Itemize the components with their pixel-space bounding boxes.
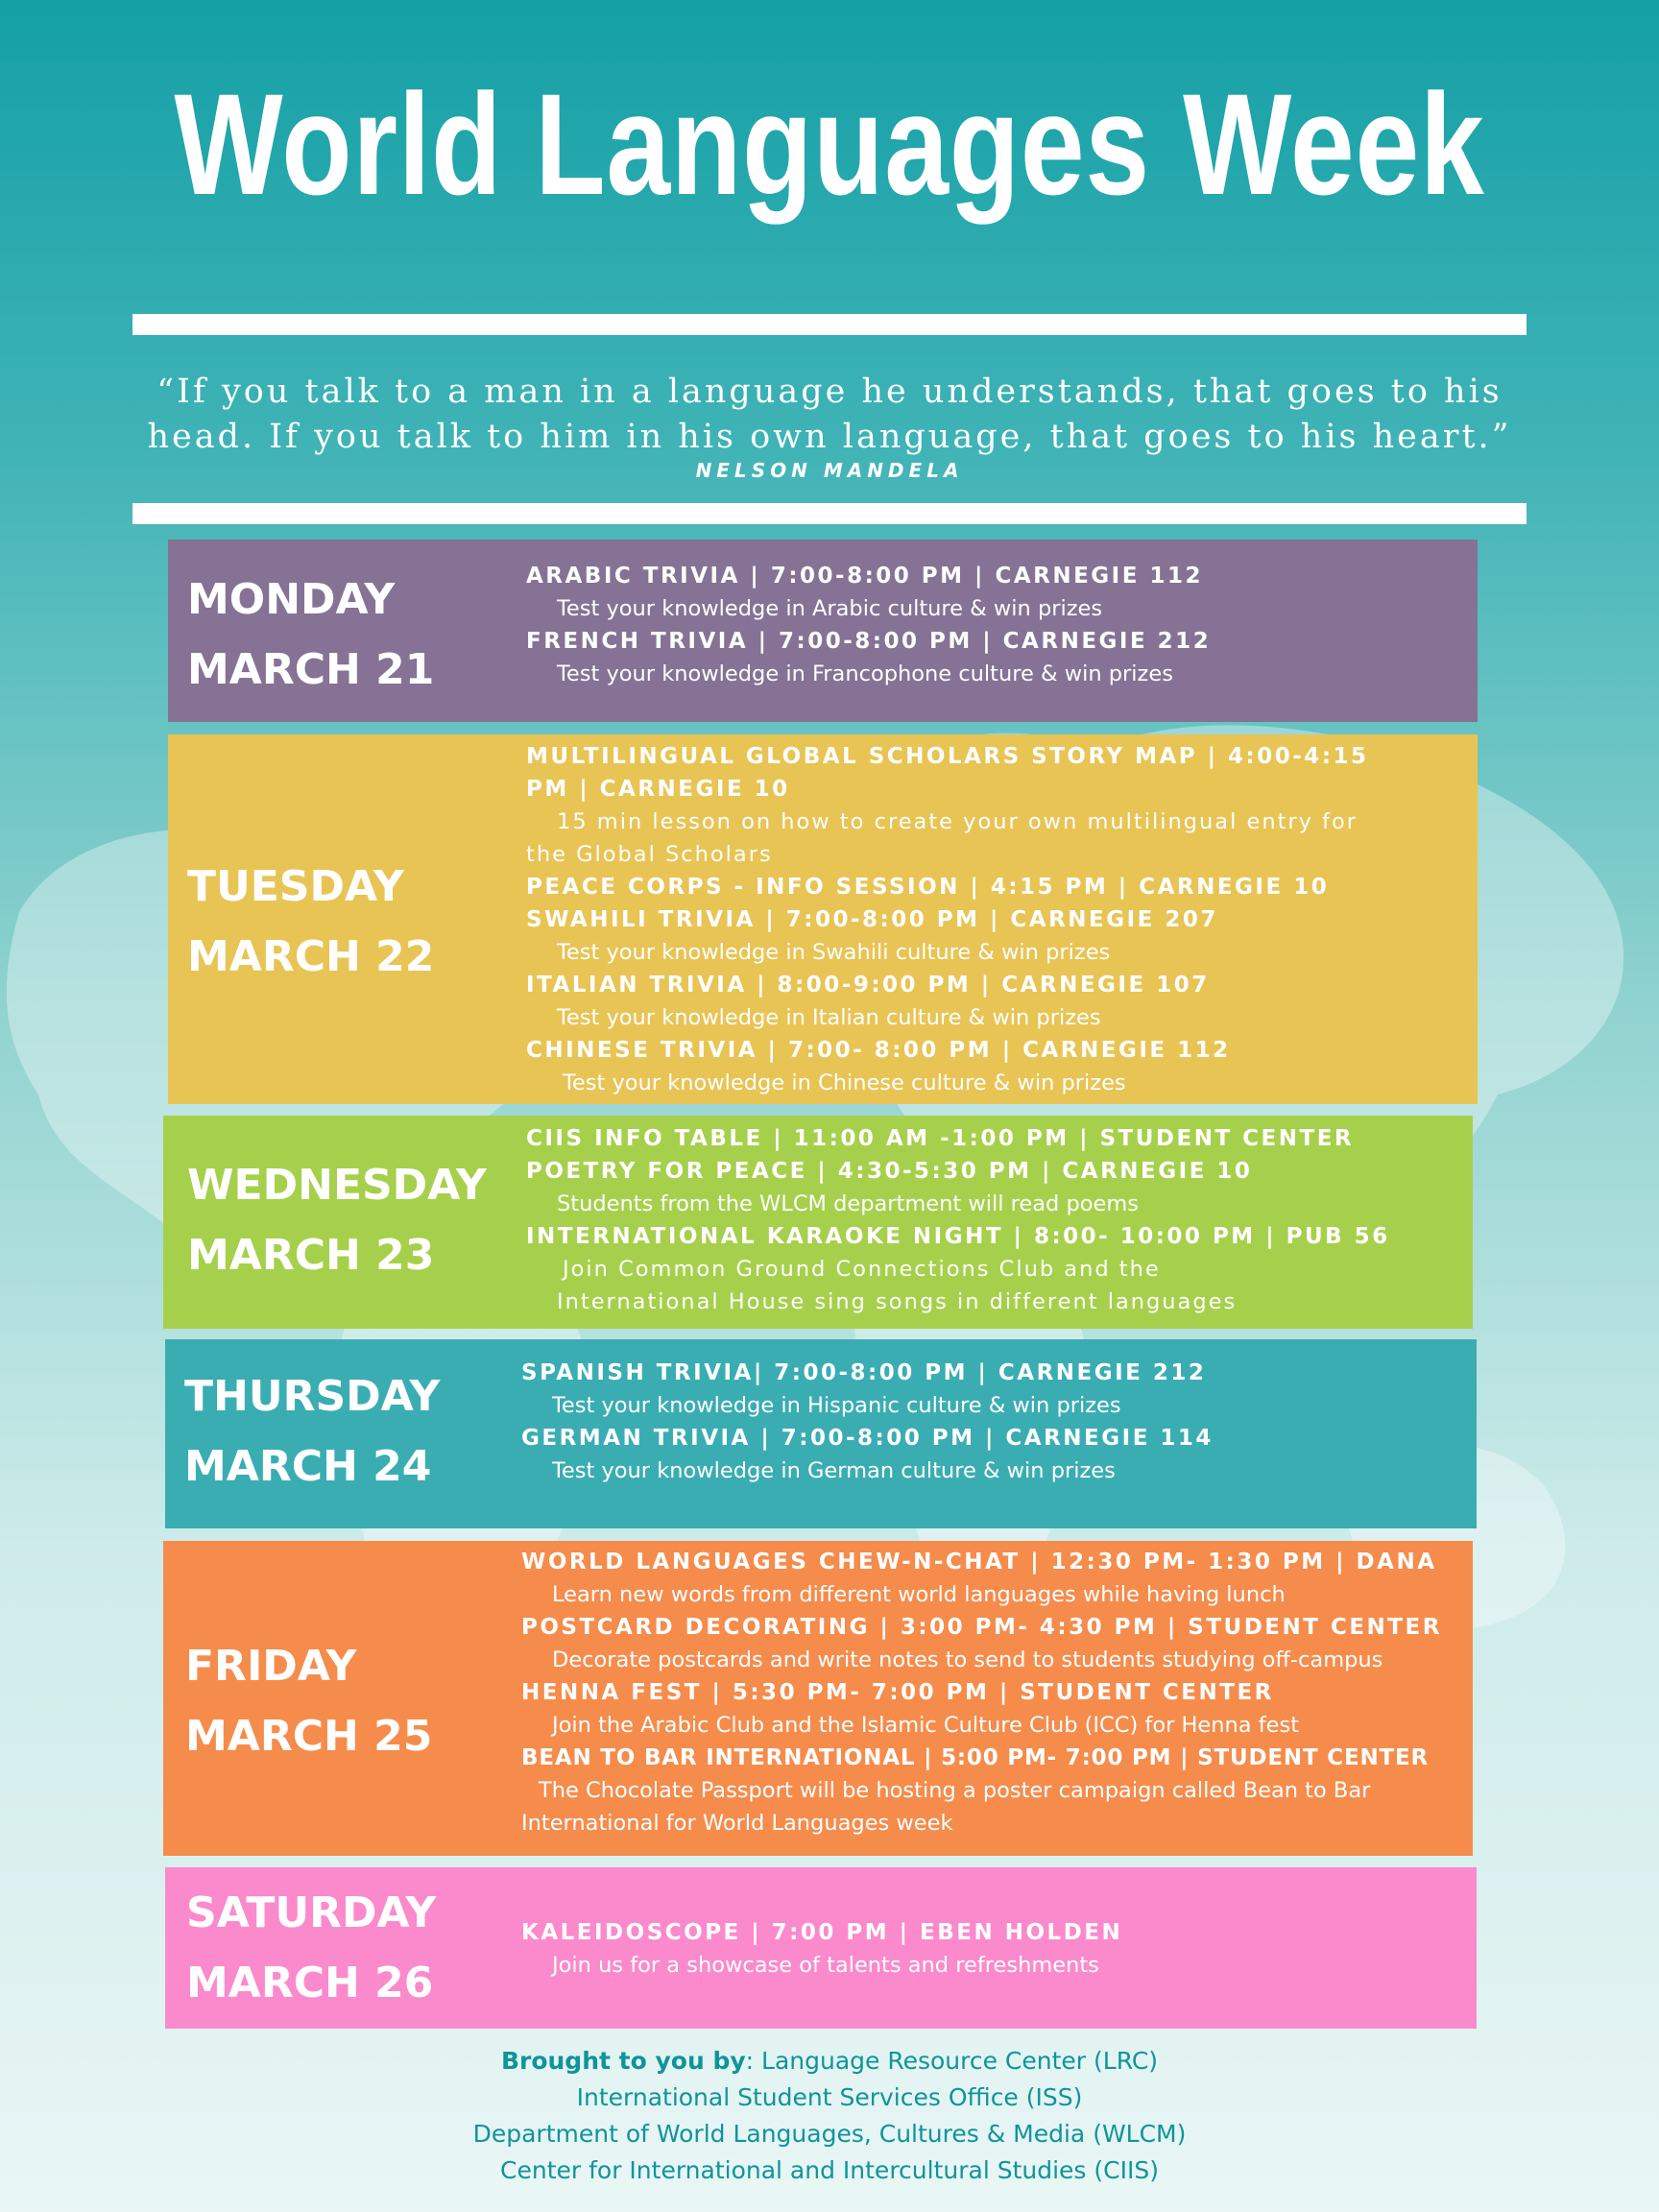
event-description: Decorate postcards and write notes to send to students studying off-campus <box>552 1647 1383 1672</box>
day-date: MARCH 23 <box>187 1231 435 1280</box>
quote-line-2: head. If you talk to him in his own language, that goes to his heart.” <box>147 418 1512 456</box>
event-title: MULTILINGUAL GLOBAL SCHOLARS STORY MAP | 4:00-4:15 <box>526 744 1369 769</box>
event-description: Join the Arabic Club and the Islamic Culture Club (ICC) for Henna fest <box>552 1713 1300 1738</box>
day-date: MARCH 24 <box>184 1442 432 1491</box>
event-description: International for World Languages week <box>521 1811 953 1836</box>
day-name: THURSDAY <box>184 1372 441 1421</box>
footer-label: Brought to you by <box>500 2047 746 2075</box>
event-description: the Global Scholars <box>526 842 773 867</box>
day-block-friday <box>163 1541 1473 1856</box>
event-list <box>521 1357 1214 1487</box>
day-name: WEDNESDAY <box>187 1161 487 1210</box>
event-title: POSTCARD DECORATING | 3:00 PM- 4:30 PM | STUDENT CENTER <box>521 1615 1442 1640</box>
event-title-continued: PM | CARNEGIE 10 <box>526 777 790 802</box>
day-date: MARCH 26 <box>186 1959 434 2008</box>
day-name: FRIDAY <box>185 1642 357 1691</box>
day-block-thursday <box>165 1339 1477 1528</box>
event-title: CHINESE TRIVIA | 7:00- 8:00 PM | CARNEGIE 112 <box>526 1038 1231 1063</box>
event-description: Join Common Ground Connections Club and the <box>563 1257 1161 1282</box>
event-title: WORLD LANGUAGES CHEW-N-CHAT | 12:30 PM- 1:30 PM | DANA <box>521 1550 1437 1575</box>
footer-sponsor-ciis: Center for International and Intercultural Studies (CIIS) <box>500 2156 1159 2184</box>
event-title: GERMAN TRIVIA | 7:00-8:00 PM | CARNEGIE 114 <box>521 1426 1214 1451</box>
event-description: Test your knowledge in Chinese culture & win prizes <box>563 1070 1126 1095</box>
bottom-divider <box>132 503 1527 524</box>
event-description: Test your knowledge in Arabic culture & win prizes <box>557 596 1103 621</box>
event-list <box>521 1546 1442 1839</box>
event-description: Test your knowledge in German culture & win prizes <box>552 1458 1116 1483</box>
day-block-saturday <box>165 1867 1477 2029</box>
top-divider <box>132 314 1527 335</box>
event-title: BEAN TO BAR INTERNATIONAL | 5:00 PM- 7:00 PM | STUDENT CENTER <box>521 1745 1430 1770</box>
event-description: 15 min lesson on how to create your own multilingual entry for <box>557 809 1358 834</box>
event-title: CIIS INFO TABLE | 11:00 AM -1:00 PM | STUDENT CENTER <box>526 1126 1355 1151</box>
poster-title: World Languages Week <box>174 63 1485 225</box>
event-title: ARABIC TRIVIA | 7:00-8:00 PM | CARNEGIE 112 <box>526 564 1203 589</box>
event-list <box>526 1122 1390 1318</box>
day-date: MARCH 21 <box>187 645 435 694</box>
day-block-wednesday <box>163 1116 1473 1329</box>
sponsors-footer <box>0 2043 1659 2189</box>
event-title: KALEIDOSCOPE | 7:00 PM | EBEN HOLDEN <box>521 1920 1123 1945</box>
event-description: International House sing songs in different languages <box>557 1289 1238 1314</box>
event-title: FRENCH TRIVIA | 7:00-8:00 PM | CARNEGIE 212 <box>526 629 1212 654</box>
footer-sponsor-iss: International Student Services Office (ISS) <box>576 2083 1083 2111</box>
event-description: The Chocolate Passport will be hosting a poster campaign called Bean to Bar <box>539 1778 1371 1803</box>
footer-sponsor-lrc: : Language Resource Center (LRC) <box>745 2047 1159 2075</box>
day-name: TUESDAY <box>187 862 404 911</box>
event-title: SPANISH TRIVIA| 7:00-8:00 PM | CARNEGIE 212 <box>521 1360 1207 1385</box>
event-title: HENNA FEST | 5:30 PM- 7:00 PM | STUDENT CENTER <box>521 1680 1274 1705</box>
day-block-monday <box>168 540 1478 722</box>
event-title: ITALIAN TRIVIA | 8:00-9:00 PM | CARNEGIE 107 <box>526 973 1210 998</box>
event-description: Test your knowledge in Italian culture & win prizes <box>557 1005 1101 1030</box>
day-date: MARCH 22 <box>187 932 435 981</box>
mandela-quote <box>115 370 1544 460</box>
event-description: Test your knowledge in Hispanic culture & win prizes <box>552 1393 1121 1418</box>
day-name: SATURDAY <box>186 1888 437 1937</box>
day-name: MONDAY <box>187 575 396 624</box>
event-list <box>526 740 1369 1099</box>
day-block-tuesday <box>168 734 1478 1104</box>
footer-sponsor-wlcm: Department of World Languages, Cultures & Media (WLCM) <box>472 2120 1187 2148</box>
event-list <box>526 560 1211 690</box>
event-description: Students from the WLCM department will read poems <box>557 1191 1140 1216</box>
day-date: MARCH 25 <box>185 1712 433 1761</box>
event-title: PEACE CORPS - INFO SESSION | 4:15 PM | CARNEGIE 10 <box>526 875 1330 900</box>
event-list <box>521 1916 1122 1982</box>
event-description: Join us for a showcase of talents and refreshments <box>552 1953 1099 1978</box>
quote-line-1: “If you talk to a man in a language he understands, that goes to his <box>156 373 1503 411</box>
footer-line-1 <box>0 2043 1659 2080</box>
event-title: POETRY FOR PEACE | 4:30-5:30 PM | CARNEGIE 10 <box>526 1159 1253 1184</box>
event-description: Test your knowledge in Francophone culture & win prizes <box>557 661 1173 686</box>
event-title: SWAHILI TRIVIA | 7:00-8:00 PM | CARNEGIE 207 <box>526 907 1218 932</box>
event-description: Learn new words from different world languages while having lunch <box>552 1582 1286 1607</box>
event-title: INTERNATIONAL KARAOKE NIGHT | 8:00- 10:00 PM | PUB 56 <box>526 1224 1390 1249</box>
event-description: Test your knowledge in Swahili culture & win prizes <box>557 940 1111 965</box>
quote-author: NELSON MANDELA <box>695 459 964 482</box>
